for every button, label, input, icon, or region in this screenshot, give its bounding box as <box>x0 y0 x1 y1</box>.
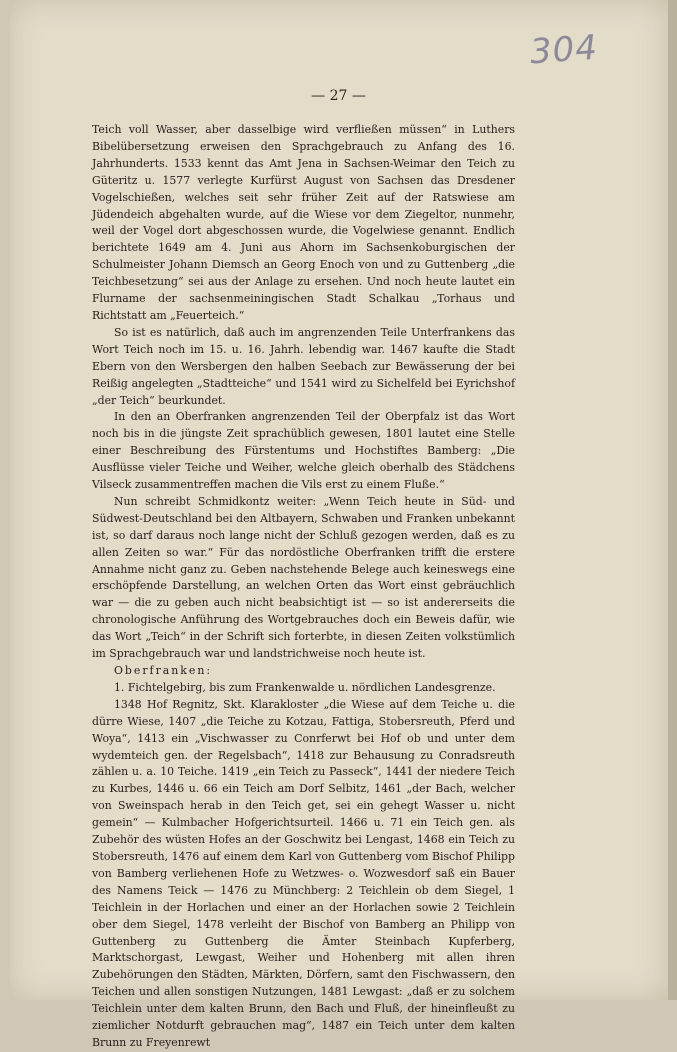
paragraph-4: Nun schreibt Schmidkontz weiter: „Wenn Teich heute in Süd- und Südwest-Deutschland bei den Altbayern, Schwaben und Franken unbekannt ist, so darf daraus noch lange nicht der Schluß gezogen werden, daß es zu allen Zeiten so war.“ Für das nordöstliche Oberfranken trifft die erstere Annahme nicht ganz zu. Geben nachstehende Belege auch keineswegs eine erschöpfende Darstellung, an welchen Orten das Wort einst gebräuchlich war — die zu geben auch nicht beabsichtigt ist — so ist andererseits die chronologische Anführung des Wortgebrauches doch ein Beweis dafür, wie das Wort „Teich“ in der Schrift sich forterbte, in diesen Zeiten volkstümlich im Sprachgebrauch war und landstrichweise noch heute ist. <box>92 494 515 661</box>
paragraph-1: Teich voll Wasser, aber dasselbige wird verfließen müssen“ in Luthers Bibelübersetzung erweisen den Sprachgebrauch zu Anfang des 16. Jahrhunderts. 1533 kennt das Amt Jena in Sachsen-Weimar den Teich zu Güteritz u. 1577 verlegte Kurfürst August von Sachsen das Dresdener Vogelschießen, welches seit sehr früher Zeit auf der Ratswiese am Jüdendeich abgehalten wurde, auf die Wiese vor dem Ziegeltor, nunmehr, weil der Vogel dort abgeschossen wurde, die Vogelwiese genannt. Endlich berichtete 1649 am 4. Juni aus Ahorn im Sachsenkoburgischen der Schulmeister Johann Diemsch an Georg Enoch von und zu Guttenberg „die Teichbesetzung“ sei aus der Anlage zu ersehen. Und noch heute lautet ein Flurname der sachsenmeiningischen Stadt Schalkau „Torhaus und Richtstatt am „Feuerteich.“ <box>92 123 515 322</box>
pencil-annotation: 304 <box>528 27 600 73</box>
subsection-heading: 1. Fichtelgebirg, bis zum Frankenwalde u. nördlichen Landesgrenze. <box>114 680 496 694</box>
paragraph-2: So ist es natürlich, daß auch im angrenzenden Teile Unterfrankens das Wort Teich noch im 15. u. 16. Jahrh. lebendig war. 1467 kaufte die Stadt Ebern von den Wersbergen den halben Seebach zur Bewässerung der bei Reißig angelegten „Stadtteiche“ und 1541 wird zu Sichelfeld bei Eyrichshof „der Teich“ beurkundet. <box>92 325 515 407</box>
page-edge <box>668 0 677 1000</box>
page-number: — 27 — <box>311 88 366 104</box>
section-heading: Oberfranken: <box>114 664 213 677</box>
body-text <box>92 122 515 1052</box>
paragraph-3: In den an Oberfranken angrenzenden Teil der Oberpfalz ist das Wort noch bis in die jüngste Zeit sprachüblich gewesen, 1801 lautet eine Stelle einer Beschreibung des Fürstentums und Hochstiftes Bamberg: „Die Ausflüsse vieler Teiche und Weiher, welche gleich oberhalb des Städchens Vilseck zusammentreffen machen die Vils erst zu einem Fluße.“ <box>92 410 515 492</box>
paragraph-5: 1348 Hof Regnitz, Skt. Klarakloster „die Wiese auf dem Teiche u. die dürre Wiese, 1407 „die Teiche zu Kotzau, Fattiga, Stobersreuth, Pferd und Woya“, 1413 ein „Vischwasser zu Conrferwt bei Hof ob und unter dem wydemteich gen. der Regelsbach“, 1418 zur Behausung zu Conradsreuth zählen u. a. 10 Teiche. 1419 „ein Teich zu Passeck“, 1441 der niedere Teich zu Kurbes, 1446 u. 66 ein Teich am Dorf Selbitz, 1461 „der Bach, welcher von Sweinspach herab in den Teich get, sei ein gehegt Wasser u. nicht gemein“ — Kulmbacher Hofgerichtsurteil. 1466 u. 71 ein Teich gen. als Zubehör des wüsten Hofes an der Goschwitz bei Lengast, 1468 ein Teich zu Stobersreuth, 1476 auf einem dem Karl von Guttenberg vom Bischof Philipp von Bamberg verliehenen Hofe zu Wetzwes- o. Wozwesdorf saß ein Bauer des Namens Teick — 1476 zu Münchberg: 2 Teichlein ob dem Siegel, 1 Teichlein in der Horlachen und einer an der Horlachen sowie 2 Teichlein ober dem Siegel, 1478 verleiht der Bischof von Bamberg an Philipp von Guttenberg zu Guttenberg die Ämter Steinbach Kupferberg, Marktschorgast, Lewgast, Weiher und Hohenberg mit allen ihren Zubehörungen den Städten, Märkten, Dörfern, samt den Fischwassern, den Teichen und allen sonstigen Nutzungen, 1481 Lewgast: „daß er zu solchem Teichlein unter dem kalten Brunn, den Bach und Fluß, der hineinfleußt zu ziemlicher Notdurft gebrauchen mag“, 1487 ein Teich unter dem kalten Brunn zu Freyenrewt <box>92 697 515 1049</box>
